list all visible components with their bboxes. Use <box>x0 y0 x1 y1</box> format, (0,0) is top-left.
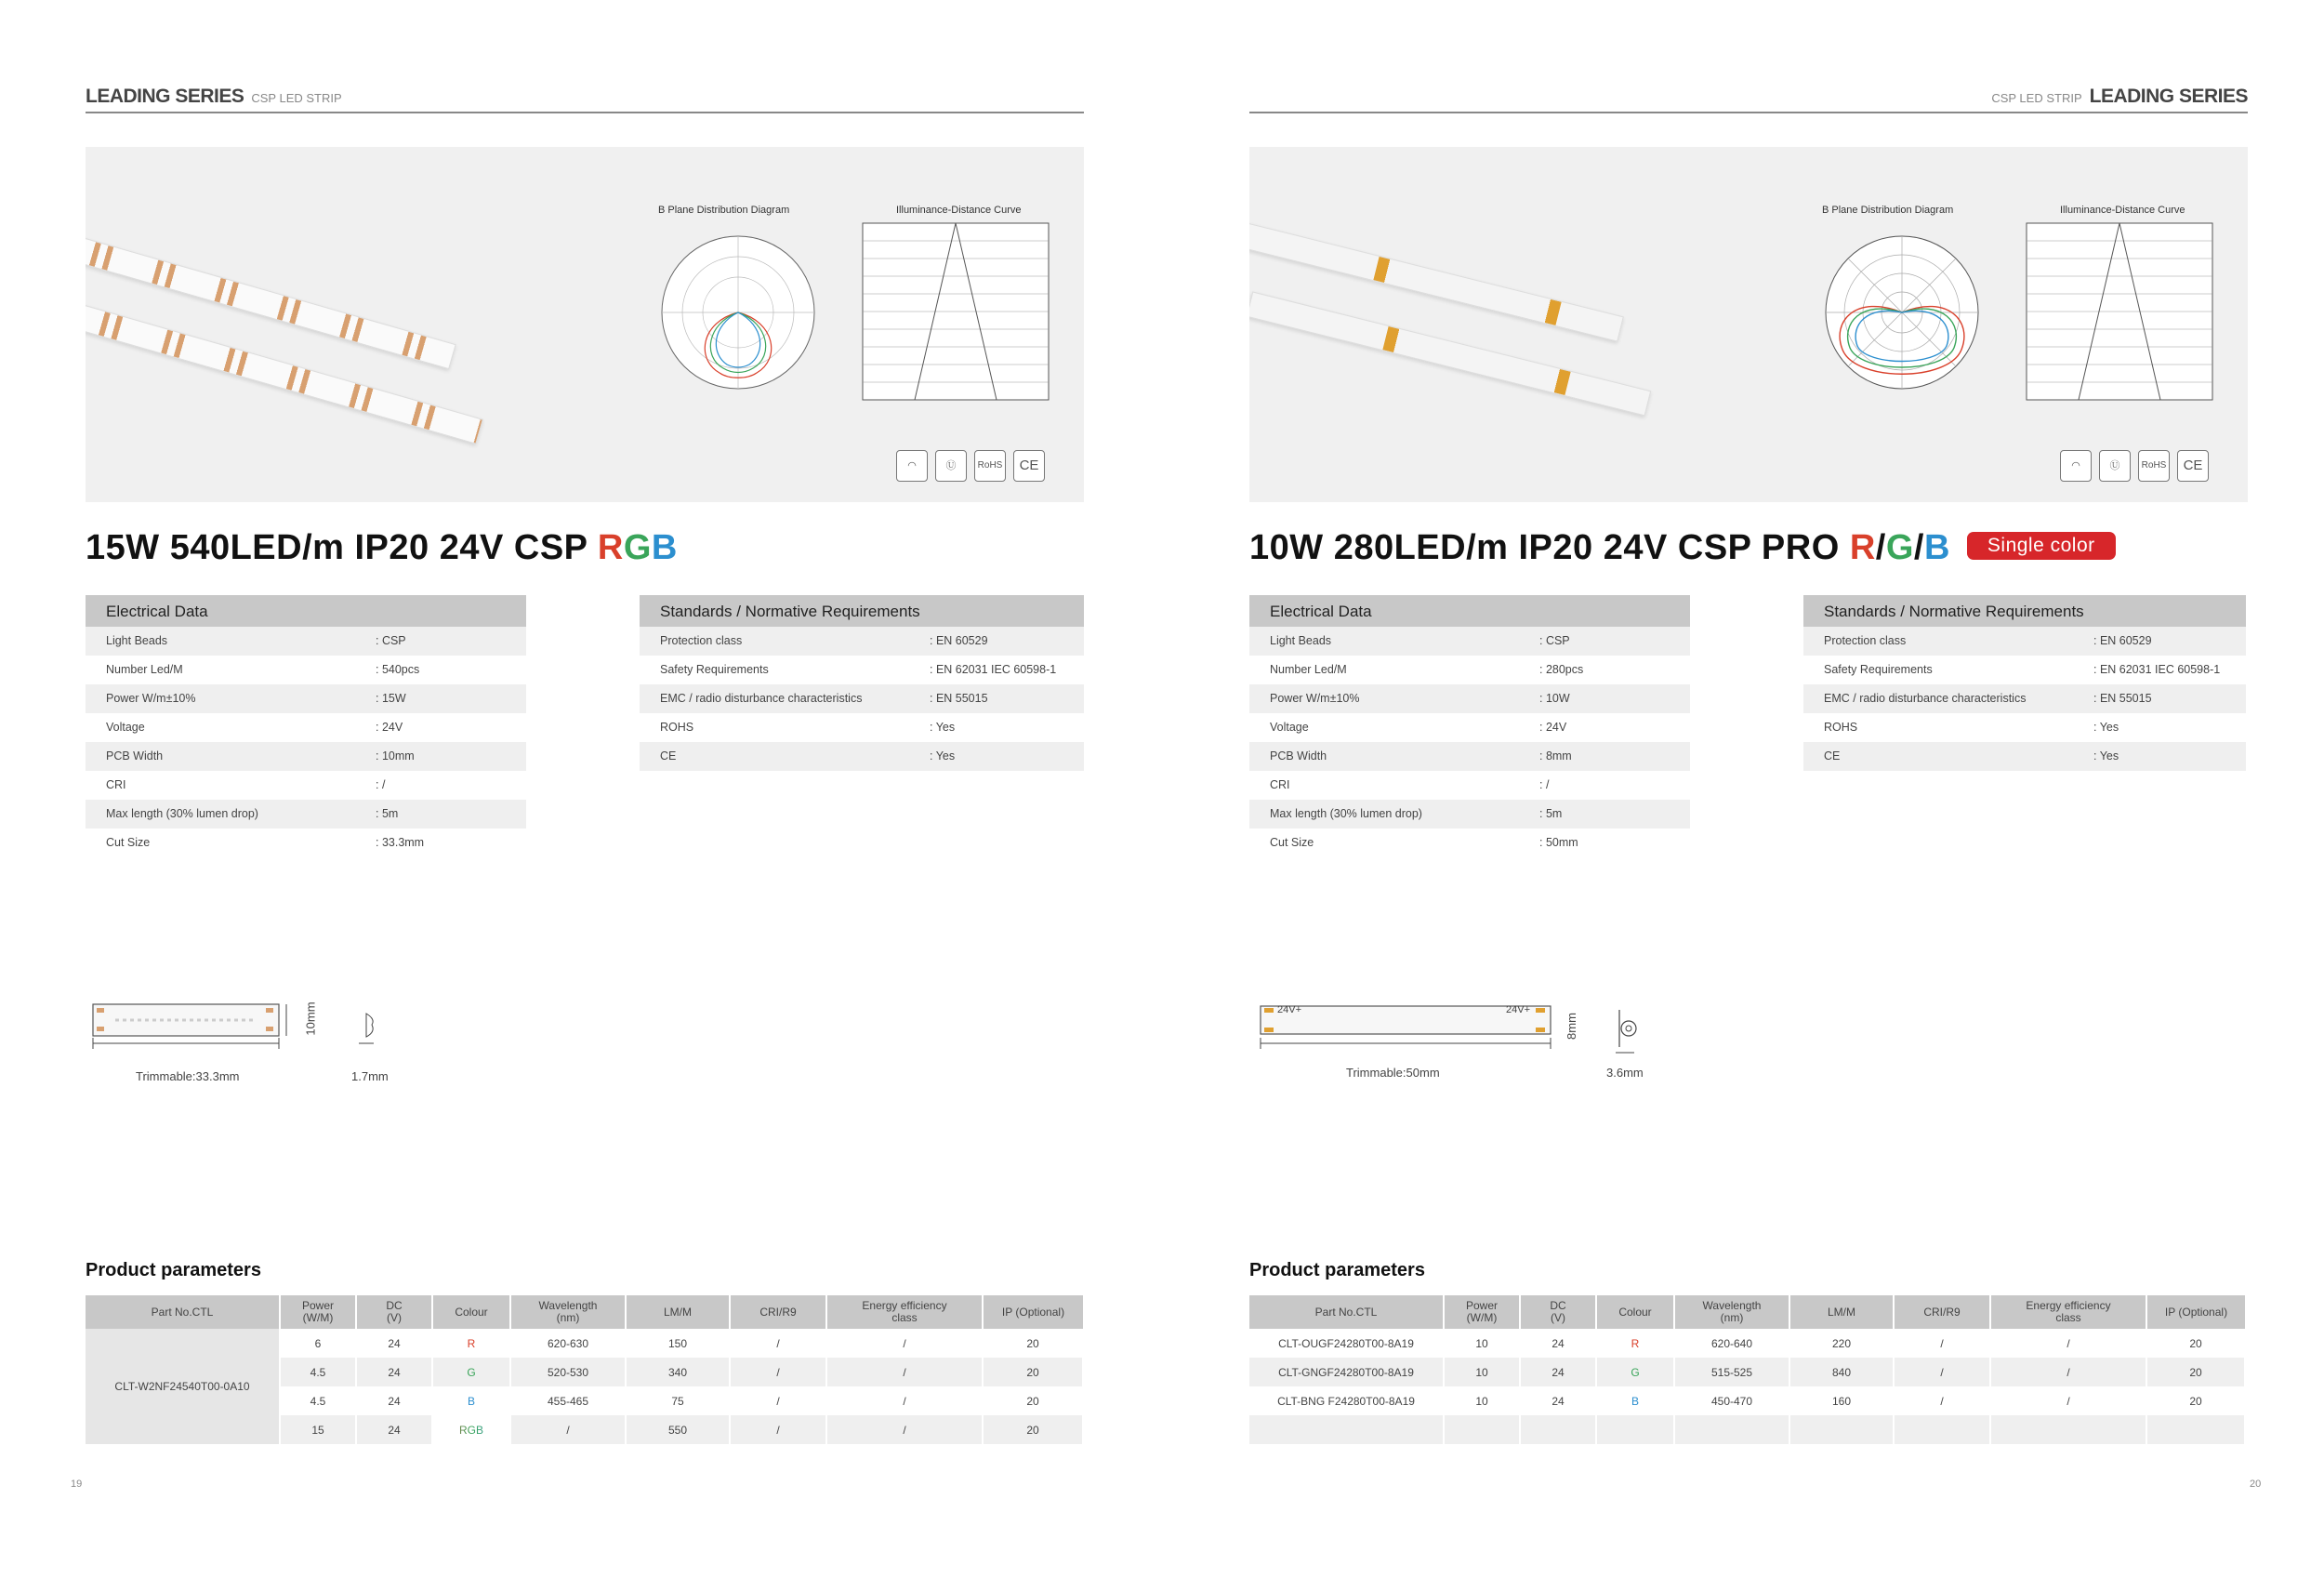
col-header: CRI/R9 <box>730 1295 826 1329</box>
title-g: G <box>623 528 652 567</box>
table-row: CE : Yes <box>1803 742 2246 771</box>
width-label: 10mm <box>303 1001 318 1036</box>
trimmable-label: Trimmable:33.3mm <box>136 1069 240 1083</box>
col-header: CRI/R9 <box>1894 1295 1990 1329</box>
ce-icon: CE <box>2177 450 2209 482</box>
table-row: Cut Size : 50mm <box>1270 836 1578 849</box>
dimmable-icon: ◠ <box>2060 450 2092 482</box>
product-title <box>86 528 678 568</box>
ul-icon: Ⓤ <box>935 450 967 482</box>
led-strip-image <box>86 232 456 370</box>
col-header: Power (W/M) <box>280 1295 356 1329</box>
table-row: Light Beads : CSP <box>1249 627 1690 656</box>
series-sub-label: CSP LED STRIP <box>251 91 342 105</box>
col-header: LM/M <box>1789 1295 1894 1329</box>
table-row: PCB Width : 8mm <box>1249 742 1690 771</box>
ul-icon: Ⓤ <box>2099 450 2131 482</box>
polar-distribution-diagram <box>636 219 840 405</box>
title-text: 15W 540LED/m IP20 24V CSP <box>86 528 598 567</box>
series-sub-label: CSP LED STRIP <box>1991 91 2082 105</box>
profile-drawing <box>1612 1006 1649 1062</box>
page-number: 19 <box>71 1479 83 1490</box>
table-row: PCB Width : 10mm <box>86 742 526 771</box>
table-row: 4.5 24 G 520-530 340 / / 20 <box>86 1358 1083 1386</box>
title-b: B <box>1923 528 1950 567</box>
col-header: LM/M <box>626 1295 730 1329</box>
thickness-label: 1.7mm <box>351 1069 389 1083</box>
table-row: ROHS : Yes <box>1824 721 2119 734</box>
illuminance-curve-title: Illuminance-Distance Curve <box>896 205 1022 216</box>
table-row: CRI : / <box>1270 778 1550 791</box>
electrical-data-heading: Electrical Data <box>1249 595 1690 627</box>
page-header <box>1249 86 2248 113</box>
table-row: 15 24 RGB / 550 / / 20 <box>86 1415 1083 1444</box>
electrical-data-heading: Electrical Data <box>86 595 526 627</box>
single-color-badge: Single color <box>1967 532 2116 560</box>
page-header <box>86 86 1084 113</box>
table-row: Power W/m±10% : 15W <box>86 684 526 713</box>
standards-heading: Standards / Normative Requirements <box>640 595 1084 627</box>
illuminance-curve-title: Illuminance-Distance Curve <box>2060 205 2185 216</box>
col-header: Wavelength (nm) <box>510 1295 626 1329</box>
standards-table <box>1803 595 2246 771</box>
table-row: Max length (30% lumen drop) : 5m <box>86 800 526 829</box>
illuminance-distance-table <box>850 219 1062 411</box>
page-number: 20 <box>2250 1479 2262 1490</box>
product-title: 10W 280LED/m IP20 24V CSP PRO R/G/B Single color <box>1249 528 2116 568</box>
title-r: R <box>1849 528 1876 567</box>
title-b: B <box>651 528 678 567</box>
plus-label: 24V+ <box>1277 1004 1301 1015</box>
table-row: Voltage : 24V <box>1270 721 1567 734</box>
table-row: Number Led/M : 540pcs <box>106 663 420 676</box>
illuminance-distance-table <box>2014 219 2225 411</box>
electrical-data-table <box>86 595 526 857</box>
table-row: Safety Requirements : EN 62031 IEC 60598-1 <box>1824 663 2221 676</box>
rohs-icon: RoHS <box>2138 450 2170 482</box>
title-g: G <box>1885 528 1914 567</box>
table-row: CLT-GNGF24280T00-8A19 10 24 G 515-525 840 / / 20 <box>1249 1358 2245 1386</box>
col-header: Part No.CTL <box>1249 1295 1444 1329</box>
table-row: EMC / radio disturbance characteristics : EN 55015 <box>640 684 1084 713</box>
table-row: CLT-W2NF24540T00-0A10 6 24 R 620-630 150 / / 20 <box>86 1329 1083 1358</box>
col-header: Power (W/M) <box>1444 1295 1520 1329</box>
col-header: IP (Optional) <box>983 1295 1083 1329</box>
product-hero-image <box>1249 147 2248 502</box>
table-row: CLT-OUGF24280T00-8A19 10 24 R 620-640 220 / / 20 <box>1249 1329 2245 1358</box>
table-row: CRI : / <box>106 778 386 791</box>
standards-heading: Standards / Normative Requirements <box>1803 595 2246 627</box>
col-header: Wavelength (nm) <box>1674 1295 1789 1329</box>
strip-dimension-drawing <box>87 995 394 1088</box>
right-page <box>1162 0 2324 1578</box>
col-header: Part No.CTL <box>86 1295 280 1329</box>
title-r: R <box>597 528 624 567</box>
table-row <box>1249 1415 2245 1444</box>
col-header: Energy efficiency class <box>1990 1295 2146 1329</box>
table-row: CE : Yes <box>640 742 1084 771</box>
col-header: DC (V) <box>356 1295 432 1329</box>
table-row: Light Beads : CSP <box>86 627 526 656</box>
distribution-diagram-title: B Plane Distribution Diagram <box>1822 205 1954 216</box>
table-row: Voltage : 24V <box>106 721 403 734</box>
electrical-data-table <box>1249 595 1690 857</box>
table-row: Protection class : EN 60529 <box>640 627 1084 656</box>
col-header: Energy efficiency class <box>826 1295 983 1329</box>
table-row: CLT-BNG F24280T00-8A19 10 24 B 450-470 160 / / 20 <box>1249 1386 2245 1415</box>
table-row: EMC / radio disturbance characteristics : EN 55015 <box>1803 684 2246 713</box>
product-parameters-table <box>86 1295 1084 1444</box>
table-row: 4.5 24 B 455-465 75 / / 20 <box>86 1386 1083 1415</box>
table-row: Number Led/M : 280pcs <box>1270 663 1584 676</box>
plus-label: 24V+ <box>1506 1004 1530 1015</box>
col-header: Colour <box>1596 1295 1674 1329</box>
width-label: 8mm <box>1564 1013 1578 1040</box>
product-parameters-title: Product parameters <box>86 1260 261 1280</box>
part-number: CLT-W2NF24540T00-0A10 <box>86 1329 280 1444</box>
table-row: Max length (30% lumen drop) : 5m <box>1249 800 1690 829</box>
series-label: LEADING SERIES <box>86 86 244 107</box>
table-row: Safety Requirements : EN 62031 IEC 60598-1 <box>660 663 1057 676</box>
product-hero-image <box>86 147 1084 502</box>
col-header: Colour <box>432 1295 510 1329</box>
series-label: LEADING SERIES <box>2089 86 2248 107</box>
rohs-icon: RoHS <box>974 450 1006 482</box>
table-row: Cut Size : 33.3mm <box>106 836 425 849</box>
product-parameters-title: Product parameters <box>1249 1260 1425 1280</box>
title-text: 10W 280LED/m IP20 24V CSP PRO <box>1249 528 1850 567</box>
table-row: Power W/m±10% : 10W <box>1249 684 1690 713</box>
col-header: DC (V) <box>1520 1295 1596 1329</box>
polar-distribution-diagram <box>1800 219 2004 405</box>
standards-table <box>640 595 1084 771</box>
trimmable-label: Trimmable:50mm <box>1346 1066 1440 1080</box>
product-parameters-table <box>1249 1295 2246 1444</box>
distribution-diagram-title: B Plane Distribution Diagram <box>658 205 790 216</box>
table-row: Protection class : EN 60529 <box>1803 627 2246 656</box>
col-header: IP (Optional) <box>2146 1295 2245 1329</box>
ce-icon: CE <box>1013 450 1045 482</box>
dimmable-icon: ◠ <box>896 450 928 482</box>
thickness-label: 3.6mm <box>1606 1066 1644 1080</box>
table-row: ROHS : Yes <box>660 721 956 734</box>
